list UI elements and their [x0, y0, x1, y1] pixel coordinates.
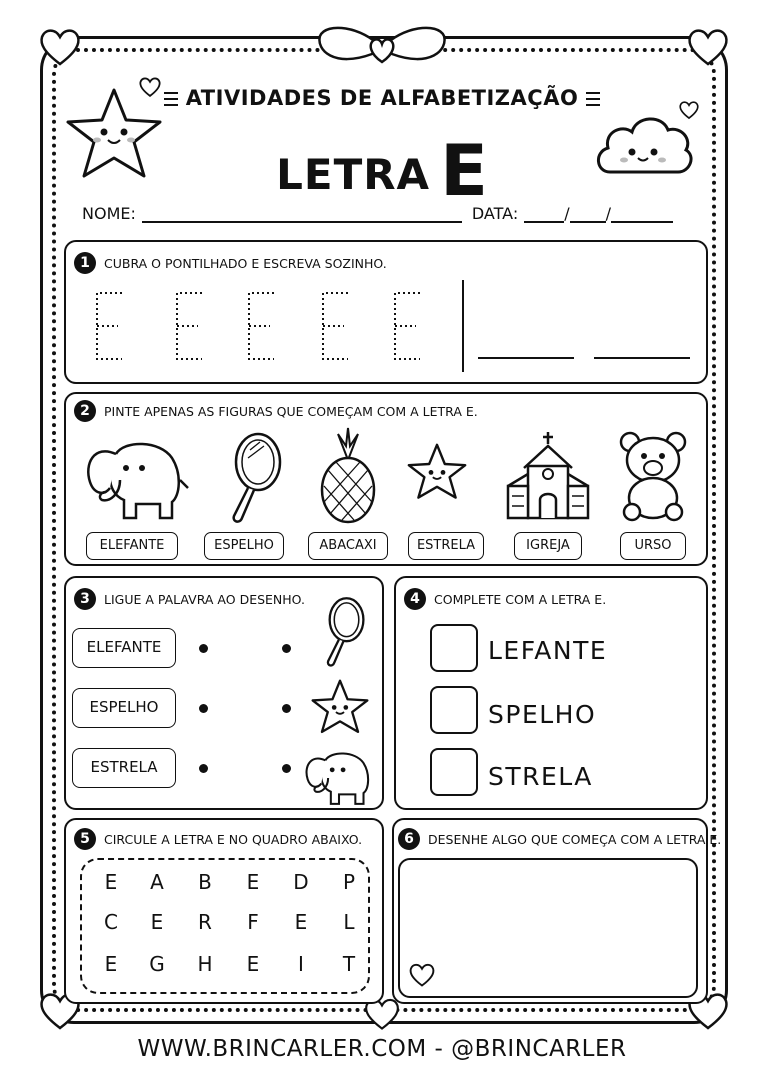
- grid-letter[interactable]: E: [150, 910, 164, 934]
- grid-letter[interactable]: C: [104, 910, 118, 934]
- trace-letter-e[interactable]: [318, 290, 354, 362]
- section-2-instruction: 2 PINTE APENAS AS FIGURAS QUE COMEÇAM COM A LETRA E.: [74, 400, 478, 422]
- date-month-field[interactable]: [570, 207, 606, 223]
- write-line-1[interactable]: [478, 357, 574, 359]
- grid-letter[interactable]: H: [197, 952, 213, 976]
- grid-letter[interactable]: B: [198, 870, 212, 894]
- pineapple-icon[interactable]: [316, 426, 380, 524]
- drawing-area[interactable]: [398, 858, 698, 998]
- name-date-row: NOME: DATA: / /: [82, 204, 692, 223]
- figure-label-espelho: ESPELHO: [204, 532, 284, 560]
- big-letter: E: [440, 130, 488, 212]
- letter-heading: LETRA E: [276, 130, 488, 212]
- grid-letter[interactable]: A: [150, 870, 164, 894]
- match-dot-left[interactable]: [199, 644, 208, 653]
- complete-word: STRELA: [488, 762, 593, 791]
- section-5-instruction: 5 CIRCULE A LETRA E NO QUADRO ABAIXO.: [74, 828, 362, 850]
- match-dot-left[interactable]: [199, 704, 208, 713]
- section-6-instruction: 6 DESENHE ALGO QUE COMEÇA COM A LETRA E.: [398, 828, 721, 850]
- complete-box[interactable]: [430, 624, 478, 672]
- dash-decoration-right: [586, 98, 600, 100]
- figure-label-igreja: IGREJA: [514, 532, 582, 560]
- match-word-estrela: ESTRELA: [72, 748, 176, 788]
- name-label: NOME:: [82, 204, 136, 223]
- grid-letter[interactable]: E: [246, 870, 260, 894]
- trace-letter-e[interactable]: [172, 290, 208, 362]
- grid-letter[interactable]: L: [343, 910, 355, 934]
- star-icon[interactable]: [404, 440, 470, 506]
- match-dot-right[interactable]: [282, 764, 291, 773]
- trace-letter-e[interactable]: [92, 290, 128, 362]
- section-1-divider: [462, 280, 464, 372]
- figure-label-abacaxi: ABACAXI: [308, 532, 388, 560]
- grid-letter[interactable]: E: [246, 952, 260, 976]
- grid-letter[interactable]: E: [294, 910, 308, 934]
- dash-decoration-left: [164, 98, 178, 100]
- date-label: DATA:: [471, 204, 519, 223]
- grid-letter[interactable]: T: [342, 952, 356, 976]
- figure-label-estrela: ESTRELA: [408, 532, 484, 560]
- grid-letter[interactable]: G: [149, 952, 165, 976]
- figure-label-urso: URSO: [620, 532, 686, 560]
- heart-icon: [408, 962, 436, 988]
- trace-letter-e[interactable]: [244, 290, 280, 362]
- section-1-instruction: 1 CUBRA O PONTILHADO E ESCREVA SOZINHO.: [74, 252, 387, 274]
- heart-icon: [686, 26, 730, 68]
- grid-letter[interactable]: P: [342, 870, 356, 894]
- grid-letter[interactable]: D: [293, 870, 309, 894]
- grid-letter[interactable]: F: [247, 910, 259, 934]
- mirror-icon: [322, 594, 368, 670]
- mirror-icon[interactable]: [226, 432, 286, 524]
- church-icon[interactable]: [504, 430, 592, 522]
- elephant-icon: [300, 744, 378, 808]
- teddy-bear-icon[interactable]: [616, 430, 690, 522]
- complete-box[interactable]: [430, 686, 478, 734]
- match-dot-left[interactable]: [199, 764, 208, 773]
- date-day-field[interactable]: [524, 207, 564, 223]
- write-line-2[interactable]: [594, 357, 690, 359]
- complete-box[interactable]: [430, 748, 478, 796]
- match-word-espelho: ESPELHO: [72, 688, 176, 728]
- figure-label-elefante: ELEFANTE: [86, 532, 178, 560]
- page-title: ATIVIDADES DE ALFABETIZAÇÃO: [0, 86, 764, 110]
- grid-letter[interactable]: E: [104, 952, 118, 976]
- match-dot-right[interactable]: [282, 644, 291, 653]
- elephant-icon[interactable]: [80, 430, 192, 524]
- star-icon: [308, 676, 372, 740]
- trace-letter-e[interactable]: [390, 290, 426, 362]
- bow-icon: [312, 18, 452, 78]
- complete-word: LEFANTE: [488, 636, 608, 665]
- name-field[interactable]: [142, 207, 462, 223]
- section-4-instruction: 4 COMPLETE COM A LETRA E.: [404, 588, 606, 610]
- heart-icon: [38, 26, 82, 68]
- grid-letter[interactable]: E: [104, 870, 118, 894]
- match-dot-right[interactable]: [282, 704, 291, 713]
- complete-word: SPELHO: [488, 700, 597, 729]
- date-year-field[interactable]: [611, 207, 673, 223]
- grid-letter[interactable]: R: [198, 910, 212, 934]
- match-word-elefante: ELEFANTE: [72, 628, 176, 668]
- section-3-instruction: 3 LIGUE A PALAVRA AO DESENHO.: [74, 588, 305, 610]
- footer-credit: WWW.BRINCARLER.COM - @BRINCARLER: [137, 1036, 627, 1062]
- grid-letter[interactable]: I: [298, 952, 304, 976]
